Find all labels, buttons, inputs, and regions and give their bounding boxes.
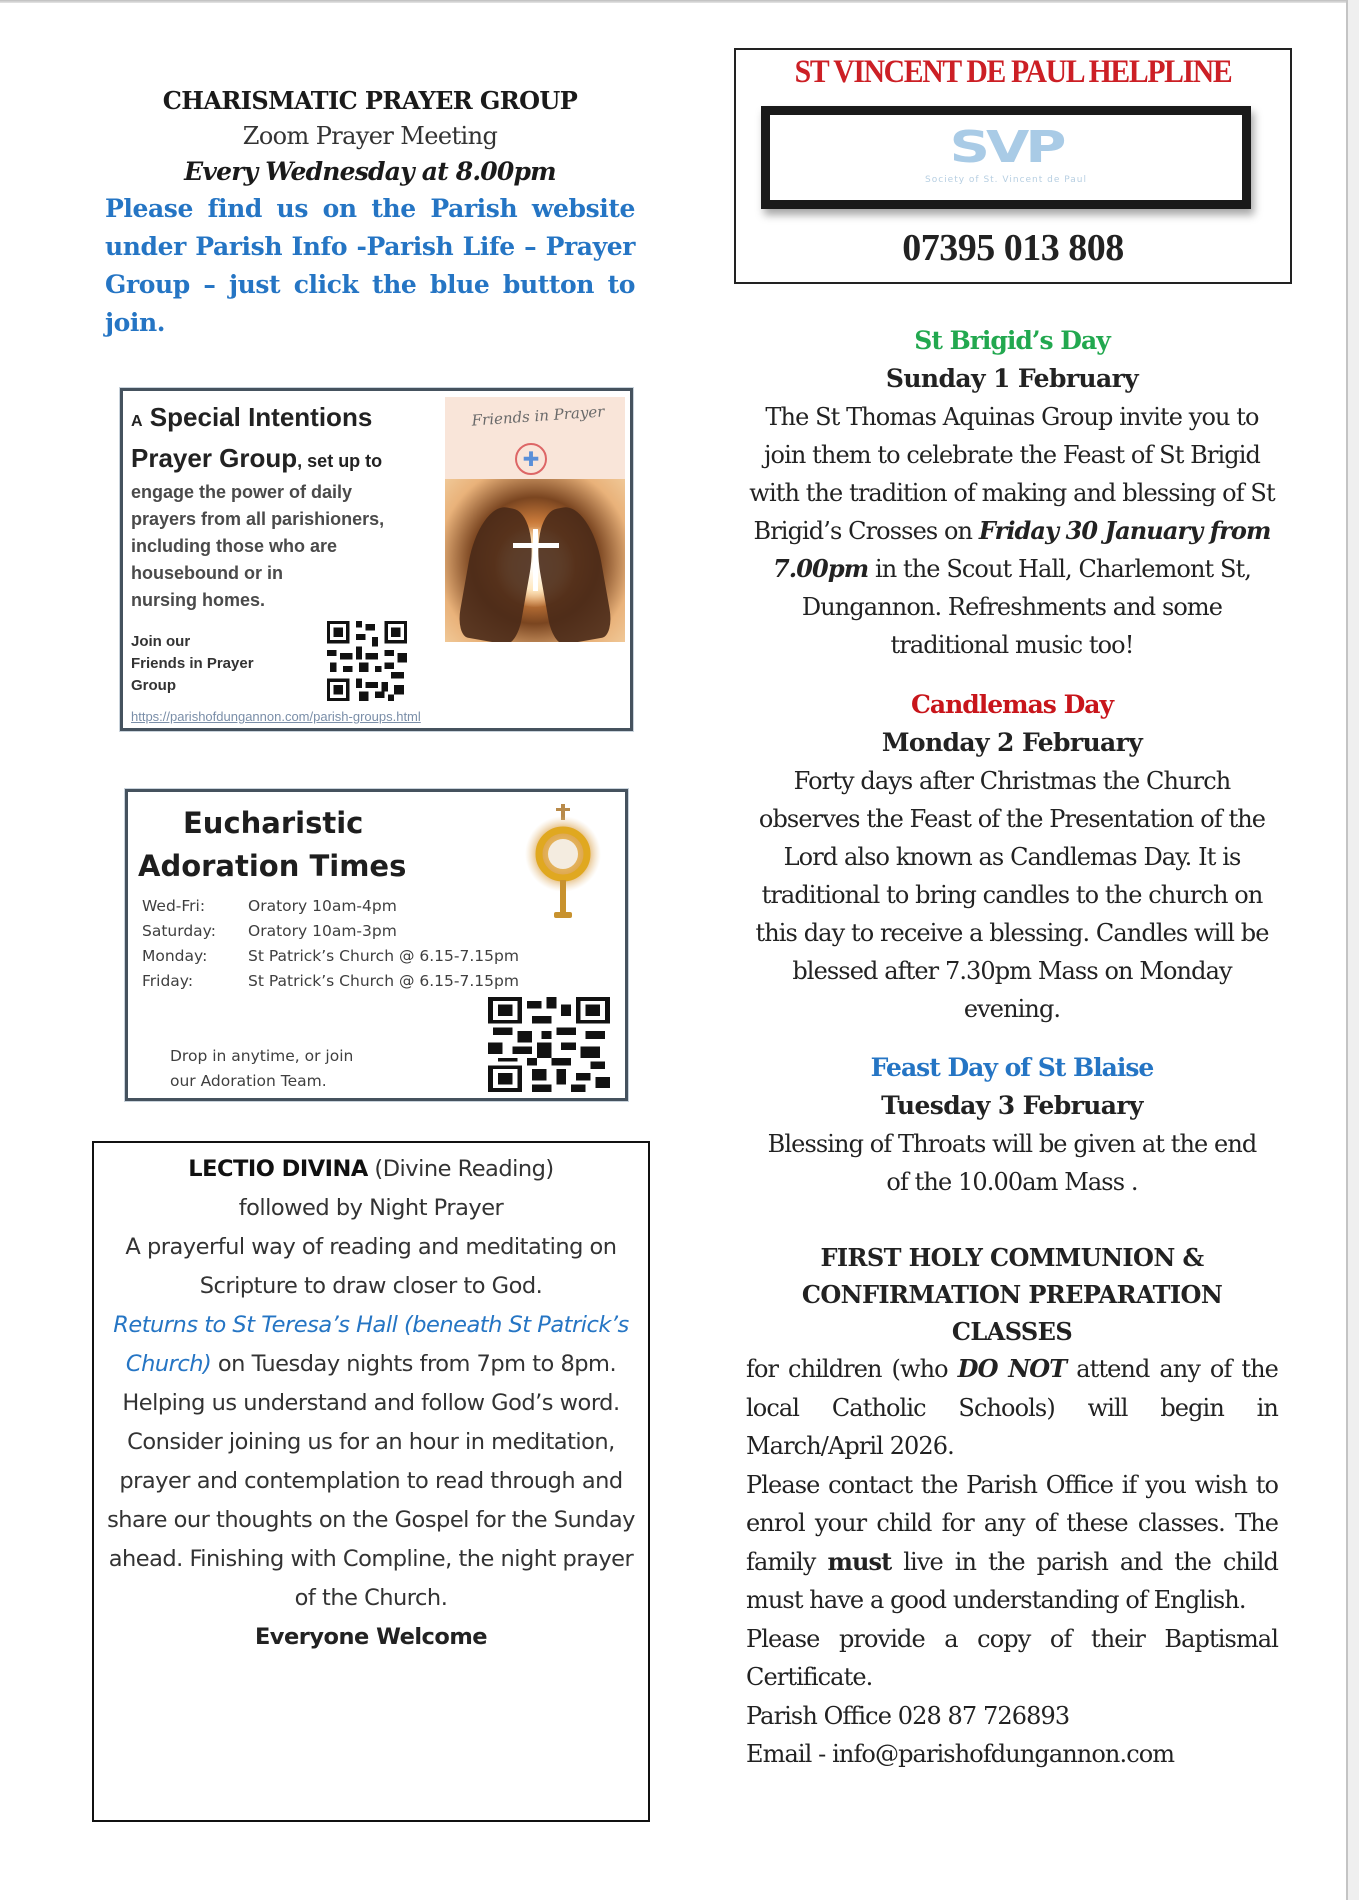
event-date: Monday 2 February xyxy=(881,728,1143,757)
communion-text: live in the parish and the child must have a good understanding of English. xyxy=(746,1547,1278,1614)
si-join-label xyxy=(131,631,254,697)
page-top-edge xyxy=(0,0,1346,3)
adoration-detail: St Patrick’s Church @ 6.15-7.15pm xyxy=(248,947,519,965)
event-description xyxy=(746,398,1278,664)
si-body-line: nursing homes. xyxy=(131,590,266,610)
event-description: Forty days after Christmas the Church observes the Feast of the Presentation of the Lord also known as Candlemas Day. It is traditional to bring candles to the church on this day to receive a blessing. Candles will be blessed after 7.30pm Mass on Monday evening. xyxy=(755,767,1269,1023)
communion-p1 xyxy=(746,1350,1278,1466)
si-body-line: engage the power of daily xyxy=(131,482,353,502)
si-prefix: A xyxy=(131,413,143,430)
lectio-night-prayer: followed by Night Prayer xyxy=(238,1195,504,1221)
adoration-detail: Oratory 10am-3pm xyxy=(248,922,397,940)
event-desc-text: The St Thomas Aquinas Group invite you to join them to celebrate the Feast of St Brigid with the tradition of making and blessing of St Brigid’s Crosses on xyxy=(749,403,1275,545)
adoration-time-row xyxy=(142,894,519,919)
event-date: Tuesday 3 February xyxy=(881,1091,1143,1120)
si-join-line: Friends in Prayer xyxy=(131,655,254,672)
lectio-location: Returns to St Teresa’s Hall (beneath St Patrick’s Church) xyxy=(113,1312,629,1377)
friends-in-prayer-caption: Friends in Prayer xyxy=(471,402,605,430)
charismatic-prayer-group xyxy=(105,84,635,342)
adoration-times-list xyxy=(142,894,519,994)
charismatic-info: Please find us on the Parish website under Parish Info -Parish Life – Prayer Group – just click the blue button to join. xyxy=(105,194,635,337)
event-desc-text: in the Scout Hall, Charlemont St, Dungannon. Refreshments and some traditional music too! xyxy=(801,555,1251,659)
eucharistic-adoration-flyer xyxy=(125,789,628,1101)
communion-text: for children (who xyxy=(746,1355,958,1383)
adoration-detail: St Patrick’s Church @ 6.15-7.15pm xyxy=(248,972,519,990)
adoration-title xyxy=(138,802,458,888)
si-body-line: prayers from all parishioners, xyxy=(131,509,385,529)
communion-emphasis: must xyxy=(827,1546,892,1576)
lectio-divina-notice xyxy=(92,1141,650,1822)
adoration-title-line2: Adoration Times xyxy=(138,849,407,883)
si-join-line: Join our xyxy=(131,633,191,650)
parish-office-phone: Parish Office 028 87 726893 xyxy=(746,1701,1070,1730)
lectio-title: LECTIO DIVINA xyxy=(188,1156,368,1182)
lectio-consider: Consider joining us for an hour in meditation, prayer and contemplation to read through and share our thoughts on the Gospel for the Sunday ahead. Finishing with Compline, the night prayer of the Church. xyxy=(107,1429,635,1611)
si-body-line: including those who are xyxy=(131,536,338,556)
communion-p3: Please provide a copy of their Baptismal Certificate. xyxy=(746,1624,1278,1691)
adoration-time-row xyxy=(142,969,519,994)
event-heading: Candlemas Day xyxy=(911,690,1113,719)
adoration-day: Monday: xyxy=(142,947,208,965)
si-body-line: housebound or in xyxy=(131,563,283,583)
lectio-schedule: on Tuesday nights from 7pm to 8pm. xyxy=(211,1351,617,1377)
adoration-time-row xyxy=(142,944,519,969)
monstrance-icon xyxy=(523,802,603,927)
lectio-title-rest: (Divine Reading) xyxy=(367,1156,554,1182)
event-st-brigid xyxy=(746,322,1278,664)
communion-p2 xyxy=(746,1466,1278,1620)
si-title-suffix: , set up to xyxy=(297,451,383,471)
drop-in-line: our Adoration Team. xyxy=(170,1072,327,1090)
special-intentions-text xyxy=(131,399,461,614)
adoration-day: Friday: xyxy=(142,972,194,990)
event-date: Sunday 1 February xyxy=(885,364,1139,393)
event-heading: St Brigid’s Day xyxy=(914,326,1110,355)
viewer-right-gutter xyxy=(1346,0,1359,1900)
lectio-helping: Helping us understand and follow God’s word. xyxy=(122,1390,620,1416)
drop-in-line: Drop in anytime, or join xyxy=(170,1047,354,1065)
friends-in-prayer-image xyxy=(445,397,625,642)
event-st-blaise xyxy=(746,1049,1278,1201)
communion-text: Please contact the Parish Office if you wish to enrol your child for any of these classes. The family xyxy=(746,1470,1278,1576)
parish-email[interactable]: Email - info@parishofdungannon.com xyxy=(746,1740,1175,1768)
svp-helpline xyxy=(734,48,1292,284)
event-description: Blessing of Throats will be given at the end of the 10.00am Mass . xyxy=(767,1130,1257,1196)
qr-code-icon[interactable] xyxy=(321,621,413,701)
adoration-day: Wed-Fri: xyxy=(142,897,206,915)
communion-emphasis: DO NOT xyxy=(957,1354,1067,1383)
si-join-line: Group xyxy=(131,677,176,694)
lectio-description: A prayerful way of reading and meditating on Scripture to draw closer to God. xyxy=(125,1234,617,1299)
communion-body xyxy=(746,1350,1278,1774)
svp-title: ST VINCENT DE PAUL HELPLINE xyxy=(794,54,1232,90)
adoration-day: Saturday: xyxy=(142,922,216,940)
lectio-welcome: Everyone Welcome xyxy=(254,1624,488,1650)
svp-logo-text: SVP xyxy=(949,122,1063,173)
charismatic-subtitle: Zoom Prayer Meeting xyxy=(242,122,498,150)
event-desc-emphasis: Friday 30 January from 7.00pm xyxy=(772,516,1271,583)
adoration-title-line1: Eucharistic xyxy=(183,806,364,840)
si-title-line2: Prayer Group xyxy=(131,443,298,473)
svp-logo-subtitle: Society of St. Vincent de Paul xyxy=(924,175,1088,185)
cross-logo-icon: ✚ xyxy=(515,443,547,475)
adoration-detail: Oratory 10am-4pm xyxy=(248,897,397,915)
parish-groups-link[interactable]: https://parishofdungannon.com/parish-groups.html xyxy=(131,709,421,724)
svp-phone-number: 07395 013 808 xyxy=(902,227,1124,269)
adoration-drop-in xyxy=(170,1044,353,1094)
si-title-line1: Special Intentions xyxy=(149,402,373,432)
charismatic-when: Every Wednesday at 8.00pm xyxy=(184,157,556,186)
special-intentions-flyer xyxy=(120,388,633,731)
svp-logo xyxy=(761,106,1251,209)
communion-title: FIRST HOLY COMMUNION & CONFIRMATION PREPARATION CLASSES xyxy=(801,1243,1223,1346)
cross-icon xyxy=(533,529,538,591)
charismatic-title: CHARISMATIC PRAYER GROUP xyxy=(162,86,578,115)
event-candlemas xyxy=(746,686,1278,1028)
adoration-time-row xyxy=(142,919,519,944)
event-heading: Feast Day of St Blaise xyxy=(870,1053,1154,1082)
events-column xyxy=(746,322,1278,1774)
communion-text: attend any of the local Catholic Schools) will begin in March/April 2026. xyxy=(746,1355,1278,1460)
qr-code-icon[interactable] xyxy=(488,997,610,1092)
